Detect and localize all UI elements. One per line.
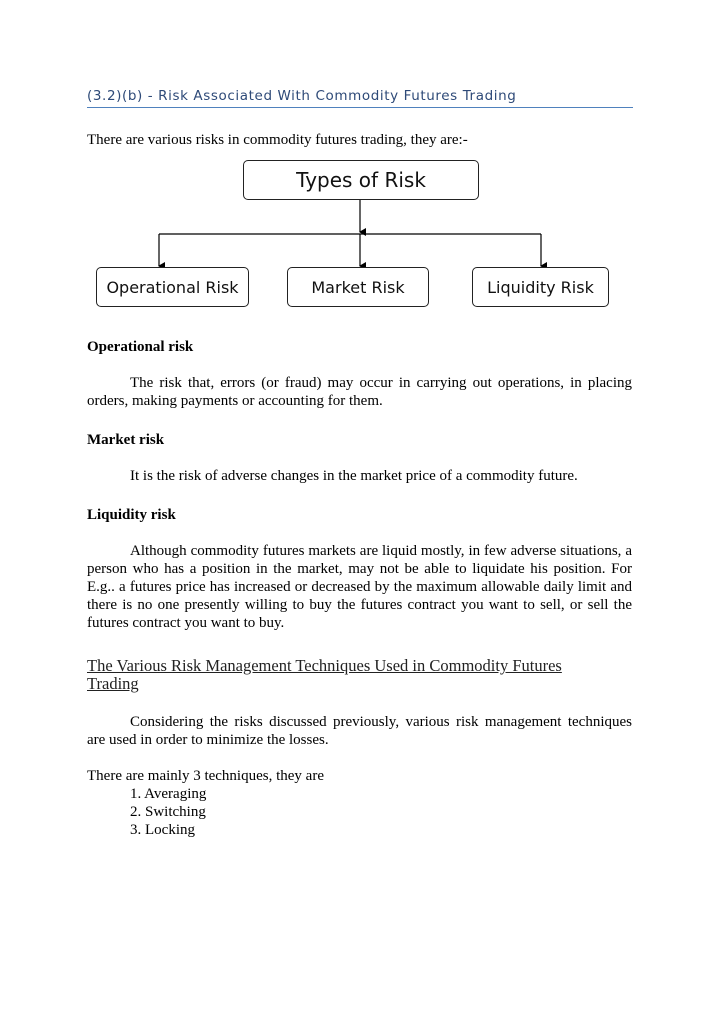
list-item: 2. Switching (130, 804, 206, 820)
section-heading: (3.2)(b) - Risk Associated With Commodity Futures Trading (87, 88, 633, 108)
liquidity-risk-title: Liquidity risk (87, 507, 176, 523)
techniques-heading: The Various Risk Management Techniques Used in Commodity Futures Trading (87, 656, 562, 693)
diagram-root-types-of-risk: Types of Risk (243, 160, 479, 200)
liquidity-risk-body: Although commodity futures markets are liquid mostly, in few adverse situations, a person who has a position in the market, may not be able to liquidate his position. For E.g.. a futures price has increased or decreased by the maximum allowable daily limit and there is no one presently willing to buy the futures contract you want to sell, or sell the futures contract you want to buy. (87, 543, 632, 631)
intro-text: There are various risks in commodity futures trading, they are:- (87, 132, 468, 148)
list-item: 1. Averaging (130, 786, 207, 802)
market-risk-body: It is the risk of adverse changes in the market price of a commodity future. (130, 468, 578, 484)
diagram-node-operational-risk: Operational Risk (96, 267, 249, 307)
operational-risk-body: The risk that, errors (or fraud) may occur in carrying out operations, in placing orders, making payments or accounting for them. (87, 375, 632, 409)
techniques-body: Considering the risks discussed previously, various risk management techniques are used in order to minimize the losses. (87, 714, 632, 748)
operational-risk-title: Operational risk (87, 339, 194, 355)
diagram-node-liquidity-risk: Liquidity Risk (472, 267, 609, 307)
techniques-list (130, 785, 206, 839)
list-item: 3. Locking (130, 822, 195, 838)
techniques-list-intro: There are mainly 3 techniques, they are (87, 768, 324, 784)
diagram-node-market-risk: Market Risk (287, 267, 429, 307)
market-risk-title: Market risk (87, 432, 165, 448)
